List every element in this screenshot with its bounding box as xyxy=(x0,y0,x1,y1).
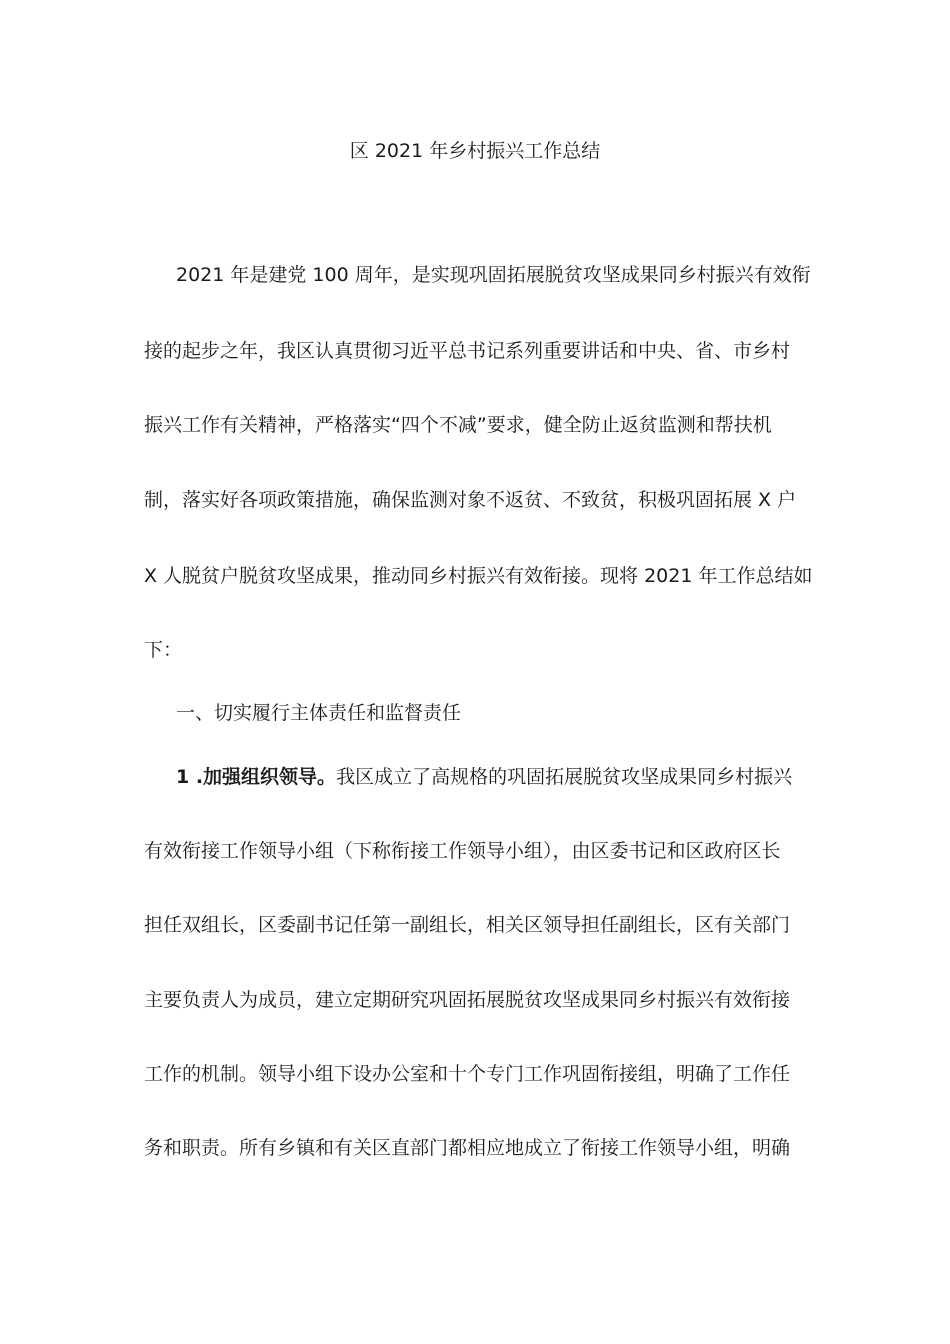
item1-line-6: 务和职责。所有乡镇和有关区直部门都相应地成立了衔接工作领导小组，明确 xyxy=(144,1137,791,1159)
item1-line-5: 工作的机制。领导小组下设办公室和十个专门工作巩固衔接组，明确了工作任 xyxy=(144,1063,791,1085)
intro-line-5: X 人脱贫户脱贫攻坚成果，推动同乡村振兴有效衔接。现将 2021 年工作总结如 xyxy=(144,565,812,587)
item1-paragraph-first-line xyxy=(176,764,812,790)
intro-line-4: 制，落实好各项政策措施，确保监测对象不返贫、不致贫，积极巩固拓展 X 户 xyxy=(144,489,797,511)
intro-line-6: 下： xyxy=(144,639,183,661)
item1-line-1: 我区成立了高规格的巩固拓展脱贫攻坚成果同乡村振兴 xyxy=(336,766,793,788)
item1-line-2: 有效衔接工作领导小组（下称衔接工作领导小组），由区委书记和区政府区长 xyxy=(144,840,781,862)
intro-line-1: 2021 年是建党 100 周年，是实现巩固拓展脱贫攻坚成果同乡村振兴有效衔 xyxy=(176,264,811,286)
item1-line-3: 担任双组长，区委副书记任第一副组长，相关区领导担任副组长，区有关部门 xyxy=(144,914,791,936)
intro-line-3: 振兴工作有关精神，严格落实“四个不减”要求，健全防止返贫监测和帮扶机 xyxy=(144,414,772,436)
section-heading: 一、切实履行主体责任和监督责任 xyxy=(176,702,462,724)
item1-line-4: 主要负责人为成员，建立定期研究巩固拓展脱贫攻坚成果同乡村振兴有效衔接 xyxy=(144,989,791,1011)
item1-lead: 1 .加强组织领导。 xyxy=(176,766,337,788)
intro-line-2: 接的起步之年，我区认真贯彻习近平总书记系列重要讲话和中央、省、市乡村 xyxy=(144,340,791,362)
document-title: 区 2021 年乡村振兴工作总结 xyxy=(349,140,601,162)
